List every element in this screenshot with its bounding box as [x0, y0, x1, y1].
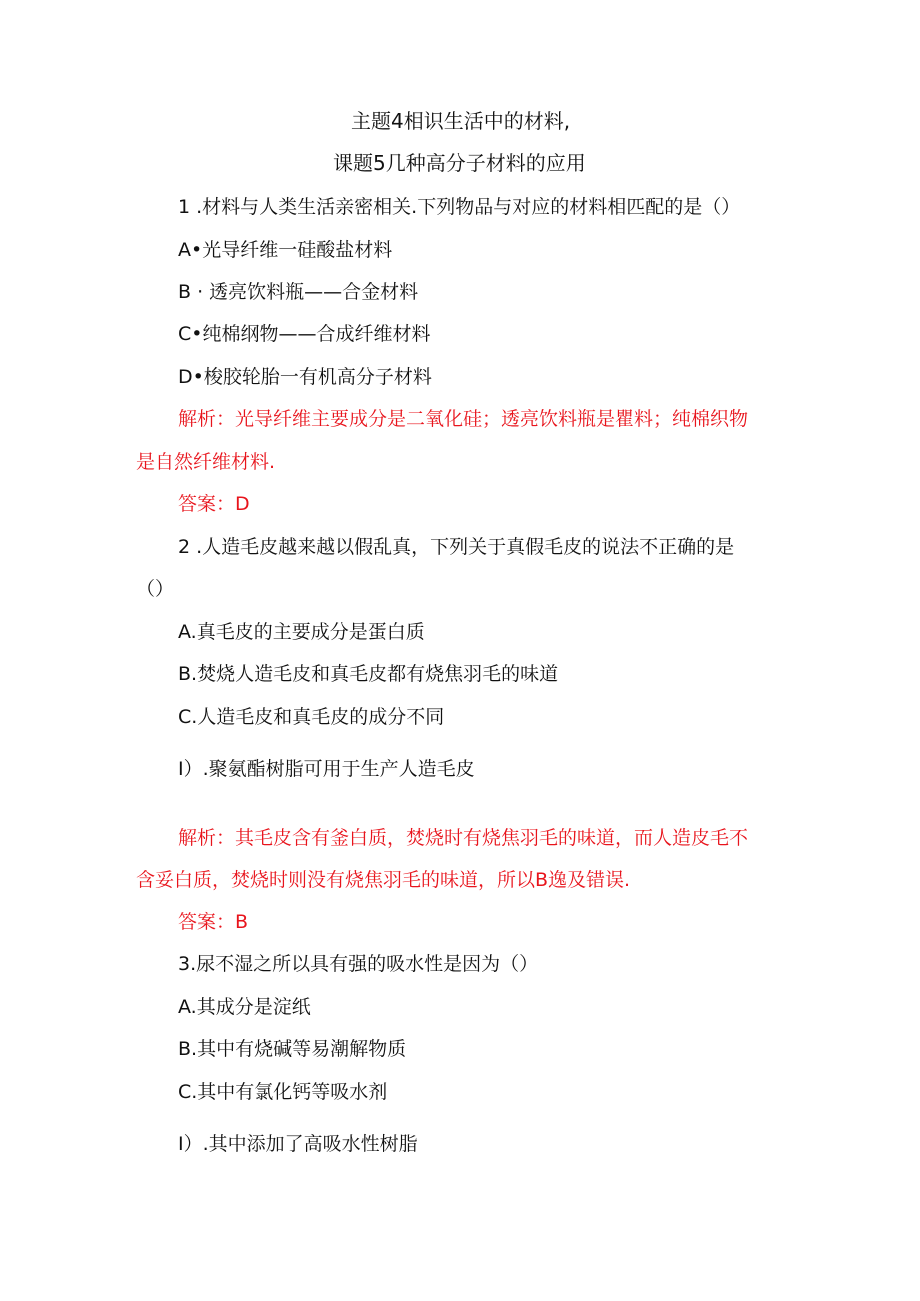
question-1-stem: 1 .材料与人类生活亲密相关.下列物品与对应的材料相匹配的是（） — [178, 196, 741, 218]
question-2-option-c: C.人造毛皮和真毛皮的成分不同 — [178, 706, 445, 728]
question-2-option-b: B.焚烧人造毛皮和真毛皮都有烧焦羽毛的味道 — [178, 663, 559, 685]
question-2-option-d: I）.聚氨酯树脂可用于生产人造毛皮 — [178, 758, 475, 780]
lesson-title: 课题5几种高分子材料的应用 — [333, 151, 586, 175]
topic-title: 主题4相识生活中的材料, — [351, 109, 571, 133]
question-3-stem: 3.尿不湿之所以具有强的吸水性是因为（） — [178, 953, 539, 975]
question-1-analysis-line-1: 解析：光导纤维主要成分是二氧化硅；透亮饮料瓶是瞿料；纯棉织物 — [178, 408, 749, 430]
question-1-option-b: B · 透亮饮料瓶——合金材料 — [178, 281, 419, 303]
question-3-option-a: A.其成分是淀纸 — [178, 996, 311, 1018]
question-2-analysis-line-2: 含妥白质，焚烧时则没有烧焦羽毛的味道，所以B逸及错误. — [136, 869, 631, 891]
question-3-option-b: B.其中有烧碱等易潮解物质 — [178, 1038, 407, 1060]
question-2-option-a: A.真毛皮的主要成分是蛋白质 — [178, 621, 425, 643]
question-2-stem-line-2: （） — [136, 578, 175, 600]
question-2-answer: 答案：B — [178, 911, 249, 933]
question-1-analysis-line-2: 是自然纤维材料. — [136, 451, 276, 473]
question-2-analysis-line-1: 解析：其毛皮含有釜白质，焚烧时有烧焦羽毛的味道，而人造皮毛不 — [178, 827, 749, 849]
question-2-stem-line-1: 2 .人造毛皮越来越以假乱真，下列关于真假毛皮的说法不正确的是 — [178, 536, 735, 558]
question-3-option-c: C.其中有氯化钙等吸水剂 — [178, 1081, 388, 1103]
question-1-option-d: D•梭胶轮胎一有机高分子材料 — [178, 366, 432, 388]
question-3-option-d: I）.其中添加了高吸水性树脂 — [178, 1133, 418, 1155]
question-1-option-a: A•光导纤维一硅酸盐材料 — [178, 239, 393, 261]
question-1-option-c: C•纯棉纲物——合成纤维材料 — [178, 323, 431, 345]
question-1-answer: 答案：D — [178, 493, 250, 515]
